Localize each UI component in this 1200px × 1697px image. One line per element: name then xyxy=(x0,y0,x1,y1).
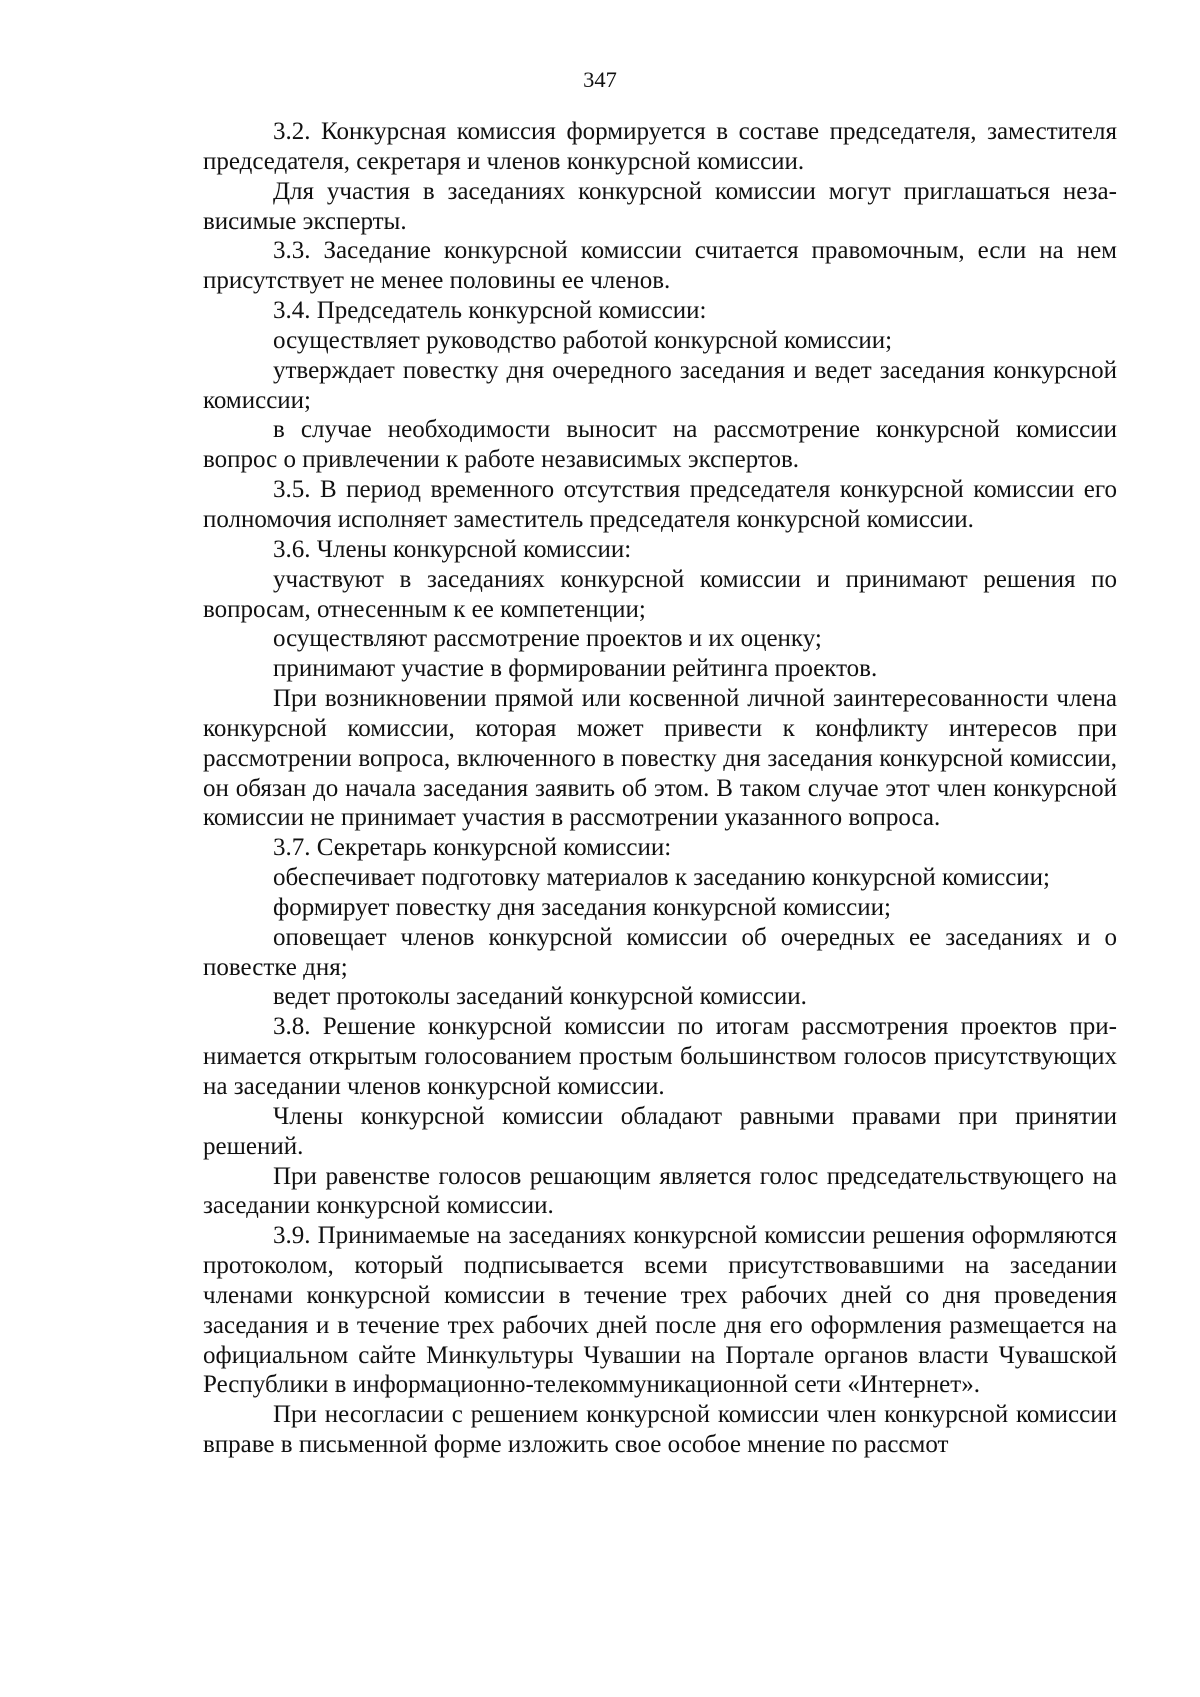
paragraph: При равенстве голосов решающим является голос председательствующего на заседании конкурсной комиссии. xyxy=(203,1162,1117,1220)
paragraph: Для участия в заседаниях конкурсной комиссии могут приглашаться независимые эксперты. xyxy=(203,177,1117,235)
paragraph: 3.4. Председатель конкурсной комиссии: xyxy=(273,297,707,325)
paragraph: осуществляют рассмотрение проектов и их оценку; xyxy=(273,625,822,653)
paragraph: участвуют в заседаниях конкурсной комиссии и принимают решения по вопросам, отнесенным к ее компетенции; xyxy=(203,565,1117,623)
paragraph: обеспечивает подготовку материалов к заседанию конкурсной комиссии; xyxy=(273,864,1051,892)
paragraph: 3.2. Конкурсная комиссия формируется в составе председателя, заместителя председателя, секретаря и членов конкурсной комиссии. xyxy=(203,118,1117,175)
paragraph: утверждает повестку дня очередного заседания и ведет заседания конкурсной комиссии; xyxy=(203,356,1117,414)
paragraph: ведет протоколы заседаний конкурсной комиссии. xyxy=(273,983,807,1011)
paragraph: 3.3. Заседание конкурсной комиссии считается правомочным, если на нем присутствует не менее половины ее членов. xyxy=(203,237,1117,295)
paragraph: Члены конкурсной комиссии обладают равными правами при принятии решений. xyxy=(203,1102,1117,1160)
paragraph: принимают участие в формировании рейтинга проектов. xyxy=(273,655,878,683)
paragraph: 3.7. Секретарь конкурсной комиссии: xyxy=(273,834,672,862)
paragraph: формирует повестку дня заседания конкурсной комиссии; xyxy=(273,893,891,921)
paragraph: 3.9. Принимаемые на заседаниях конкурсной комиссии решения оформляются протоколом, который подписывается всеми присутствовавшими на заседании членами конкурсной комиссии в течение трех рабочих дней со дня проведения заседания и в течение трех рабочих дней после дня его оформления размещается на официальном сайте Минкультуры Чувашии на Портале органов власти Чувашской Республики в информационно-телекоммуникационной сети «Интернет». xyxy=(203,1222,1117,1399)
page-number: 347 xyxy=(583,67,617,92)
paragraph: При возникновении прямой или косвенной личной заинтересованности члена конкурсной комиссии, которая может привести к конфликту интересов при рассмотрении вопроса, включенного в повестку дня заседания конкурсной комиссии, он обязан до начала заседания заявить об этом. В таком случае этот член конкурсной комиссии не принимает участия в рассмотрении указанного вопроса. xyxy=(203,685,1117,832)
paragraph: 3.8. Решение конкурсной комиссии по итогам рассмотрения проектов принимается открытым голосованием простым большинством голосов присутствующих на заседании членов конкурсной комиссии. xyxy=(203,1013,1117,1100)
paragraph: оповещает членов конкурсной комиссии об очередных ее заседаниях и о повестке дня; xyxy=(203,923,1117,981)
document-body xyxy=(203,117,1117,1460)
paragraph: 3.6. Члены конкурсной комиссии: xyxy=(273,535,632,563)
paragraph: в случае необходимости выносит на рассмотрение конкурсной комиссии вопрос о привлечении к работе независимых экспертов. xyxy=(203,416,1117,474)
paragraph: При несогласии с решением конкурсной комиссии член конкурсной комиссии вправе в письменной форме изложить свое особое мнение по рассмот xyxy=(203,1401,1117,1459)
paragraph: осуществляет руководство работой конкурсной комиссии; xyxy=(273,326,893,354)
paragraph: 3.5. В период временного отсутствия председателя конкурсной комиссии его полномочия исполняет заместитель председателя конкурсной комиссии. xyxy=(203,476,1117,533)
